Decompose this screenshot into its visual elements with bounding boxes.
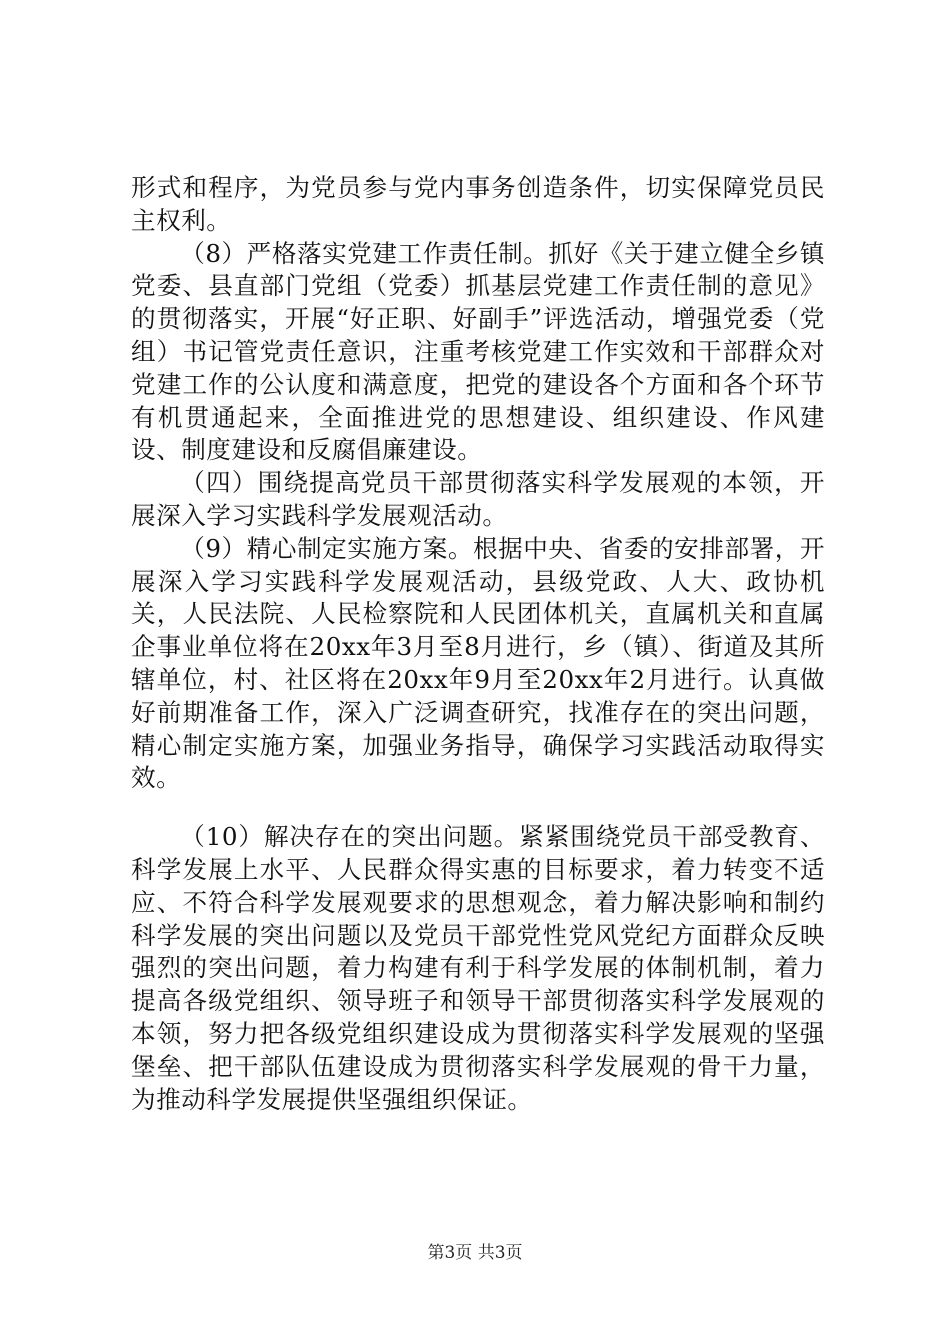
paragraph-item-9: （9）精心制定实施方案。根据中央、省委的安排部署，开展深入学习实践科学发展观活动，县级党政、人大、政协机关，人民法院、人民检察院和人民团体机关，直属机关和直属企事业单位将在20xx年3月至8月进行，乡（镇）、街道及其所辖单位，村、社区将在20xx年9月至20xx年2月进行。认真做好前期准备工作，深入广泛调查研究，找准存在的突出问题，精心制定实施方案，加强业务指导，确保学习实践活动取得实效。 xyxy=(131,533,825,793)
paragraph-continuation: 形式和程序，为党员参与党内事务创造条件，切实保障党员民主权利。 xyxy=(131,173,825,235)
paragraph-section-4: （四）围绕提高党员干部贯彻落实科学发展观的本领，开展深入学习实践科学发展观活动。 xyxy=(131,468,825,530)
document-body xyxy=(131,172,825,1116)
paragraph-item-10: （10）解决存在的突出问题。紧紧围绕党员干部受教育、科学发展上水平、人民群众得实惠的目标要求，着力转变不适应、不符合科学发展观要求的思想观念，着力解决影响和制约科学发展的突出问题以及党员干部党性党风党纪方面群众反映强烈的突出问题，着力构建有利于科学发展的体制机制，着力提高各级党组织、领导班子和领导干部贯彻落实科学发展观的本领，努力把各级党组织建设成为贯彻落实科学发展观的坚强堡垒、把干部队伍建设成为贯彻落实科学发展观的骨干力量，为推动科学发展提供坚强组织保证。 xyxy=(131,822,825,1114)
paragraph-item-8: （8）严格落实党建工作责任制。抓好《关于建立健全乡镇党委、县直部门党组（党委）抓基层党建工作责任制的意见》的贯彻落实，开展“好正职、好副手”评选活动，增强党委（党组）书记管党责任意识，注重考核党建工作实效和干部群众对党建工作的公认度和满意度，把党的建设各个方面和各个环节有机贯通起来，全面推进党的思想建设、组织建设、作风建设、制度建设和反腐倡廉建设。 xyxy=(131,238,825,465)
page-number-footer: 第3页 共3页 xyxy=(427,1243,523,1263)
